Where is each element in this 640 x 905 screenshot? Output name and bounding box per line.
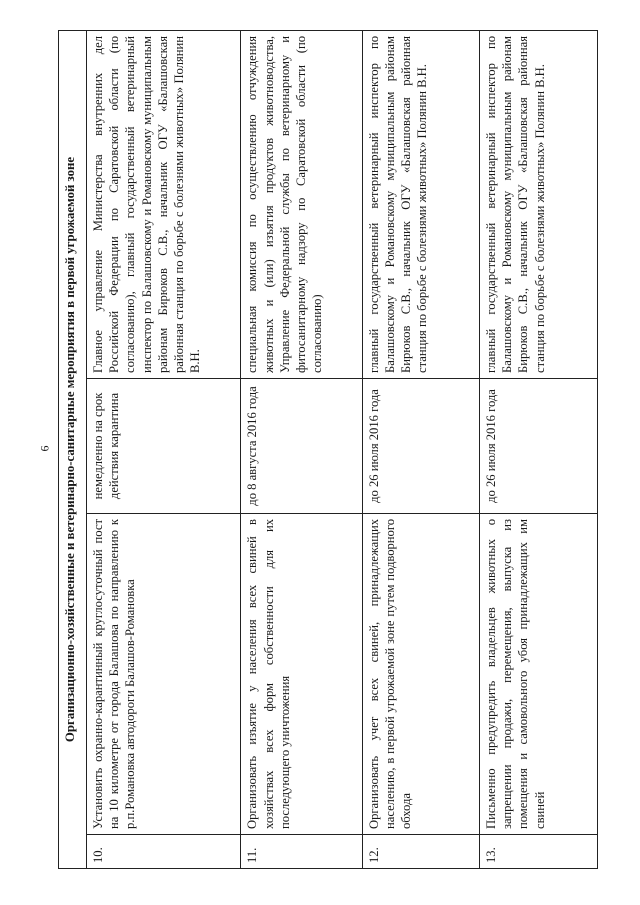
table-row bbox=[87, 31, 241, 869]
row-deadline: до 8 августа 2016 года bbox=[241, 379, 362, 514]
table-row bbox=[241, 31, 362, 869]
table-row bbox=[362, 31, 480, 869]
row-responsible: Главное управление Министерства внутренних дел Российской Федерации по Саратовской области (по согласованию), главный государственный ветеринарный инспектор по Балашовскому и Романовскому муниципальным районам Бирюков С.В., начальник ОГУ «Балашовская районная станция по борьбе с болезнями животных» Полянин В.Н. bbox=[87, 31, 241, 379]
row-number: 11. bbox=[241, 835, 362, 869]
row-responsible: специальная комиссия по осуществлению отчуждения животных и (или) изъятия продуктов животноводства, Управление Федеральной службы по ветеринарному и фитосанитарному надзору по Саратовской области (по согласованию) bbox=[241, 31, 362, 379]
section-header-row bbox=[59, 31, 87, 869]
row-task: Организовать изъятие у населения всех свиней в хозяйствах всех форм собственности для их последующего уничтожения bbox=[241, 514, 362, 835]
row-number: 13. bbox=[480, 835, 598, 869]
row-deadline: до 26 июля 2016 года bbox=[480, 379, 598, 514]
row-task: Организовать учет всех свиней, принадлежащих населению, в первой угрожаемой зоне путем подворного обхода bbox=[362, 514, 480, 835]
page-number: 6 bbox=[37, 445, 52, 452]
rotated-table-wrapper bbox=[58, 31, 598, 869]
row-task: Установить охранно-карантинный круглосуточный пост на 10 километре от города Балашова по направлению к р.п.Романовка автодороги Балашов-Романовка bbox=[87, 514, 241, 835]
row-number: 10. bbox=[87, 835, 241, 869]
row-task: Письменно предупредить владельцев животных о запрещении продажи, перемещения, выпуска из помещения и самовольного убоя принадлежащих им свиней bbox=[480, 514, 598, 835]
row-deadline: до 26 июля 2016 года bbox=[362, 379, 480, 514]
table-row bbox=[480, 31, 598, 869]
row-responsible: главный государственный ветеринарный инспектор по Балашовскому и Романовскому муниципальным районам Бирюков С.В., начальник ОГУ «Балашовская районная станция по борьбе с болезнями животных» Полянин В.Н. bbox=[480, 31, 598, 379]
row-responsible: главный государственный ветеринарный инспектор по Балашовскому и Романовскому муниципальным районам Бирюков С.В., начальник ОГУ «Балашовская районная станция по борьбе с болезнями животных» Полянин В.Н. bbox=[362, 31, 480, 379]
section-title: Организационно-хозяйственные и ветеринарно-санитарные мероприятия в первой угрожаемой зоне bbox=[59, 31, 87, 869]
row-deadline: немедленно на срок действия карантина bbox=[87, 379, 241, 514]
row-number: 12. bbox=[362, 835, 480, 869]
measures-table bbox=[58, 30, 598, 869]
